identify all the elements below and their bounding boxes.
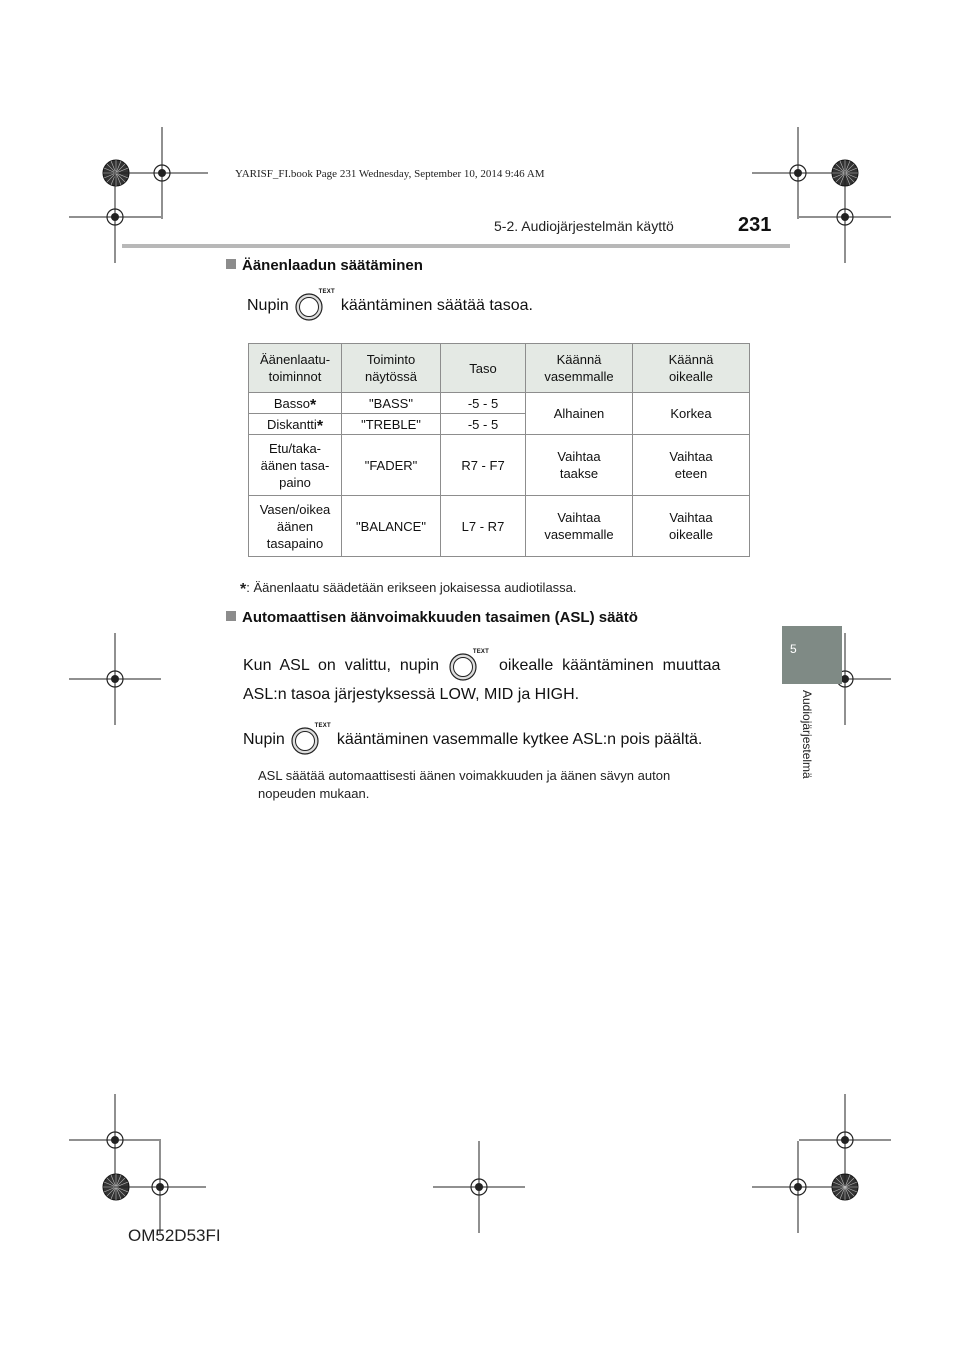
tune-knob-icon: TEXT (295, 289, 335, 323)
section-bullet-icon (226, 259, 236, 269)
sound-settings-table (248, 343, 750, 557)
chapter-tab-number: 5 (790, 642, 797, 656)
page-number: 231 (738, 214, 772, 236)
table-cell: Vaihtaa vasemmalle (526, 496, 633, 557)
table-row (249, 435, 750, 496)
asl-note: ASL säätää automaattisesti äänen voimakkuuden ja äänen sävyn auton nopeuden mukaan. (258, 768, 671, 801)
table-cell: "BALANCE" (342, 496, 441, 557)
table-header-cell: Taso (441, 344, 526, 393)
table-cell: Vaihtaa taakse (526, 435, 633, 496)
book-info: YARISF_FI.book Page 231 Wednesday, September 10, 2014 9:46 AM (235, 168, 545, 180)
tune-knob-icon: TEXT (449, 649, 489, 683)
header-title: 5-2. Audiojärjestelmän käyttö (494, 218, 674, 234)
table-cell: Vaihtaa oikealle (633, 496, 750, 557)
table-cell: Diskantti* (249, 414, 342, 435)
table-footnote: *: Äänenlaatu säädetään erikseen jokaisessa audiotilassa. (240, 580, 577, 598)
header-rule (122, 244, 790, 248)
table-header-cell: Käännä vasemmalle (526, 344, 633, 393)
sound-intro: Nupin TEXT kääntäminen säätää tasoa. (247, 289, 533, 323)
section-heading-sound: Äänenlaadun säätäminen (226, 257, 423, 274)
tune-knob-icon: TEXT (291, 723, 331, 757)
asl-line-3: Nupin TEXT kääntäminen vasemmalle kytkee ASL:n pois päältä. (243, 723, 702, 757)
section-bullet-icon (226, 611, 236, 621)
section-heading-asl: Automaattisen äänvoimakkuuden tasaimen (ASL) säätö (226, 609, 638, 626)
document-code: OM52D53FI (128, 1226, 221, 1245)
table-header-cell: Käännä oikealle (633, 344, 750, 393)
table-cell: Etu/taka- äänen tasa- paino (249, 435, 342, 496)
table-cell: Alhainen (526, 393, 633, 435)
table-cell: Vaihtaa eteen (633, 435, 750, 496)
table-header-row (249, 344, 750, 393)
chapter-tab-label: Audiojärjestelmä (800, 690, 814, 779)
table-cell: Basso* (249, 393, 342, 414)
table-cell: -5 - 5 (441, 414, 526, 435)
table-cell: "FADER" (342, 435, 441, 496)
table-header-cell: Äänenlaatu- toiminnot (249, 344, 342, 393)
table-cell: -5 - 5 (441, 393, 526, 414)
table-row (249, 393, 750, 414)
table-cell: R7 - F7 (441, 435, 526, 496)
table-cell: L7 - R7 (441, 496, 526, 557)
table-cell: Korkea (633, 393, 750, 435)
table-row (249, 496, 750, 557)
table-cell: "TREBLE" (342, 414, 441, 435)
table-cell: "BASS" (342, 393, 441, 414)
table-header-cell: Toiminto näytössä (342, 344, 441, 393)
asl-line-2: ASL:n tasoa järjestyksessä LOW, MID ja HIGH. (243, 686, 580, 703)
asl-line-1: Kun ASL on valittu, nupin TEXT oikealle kääntäminen muuttaa (243, 649, 745, 683)
table-cell: Vasen/oikea äänen tasapaino (249, 496, 342, 557)
